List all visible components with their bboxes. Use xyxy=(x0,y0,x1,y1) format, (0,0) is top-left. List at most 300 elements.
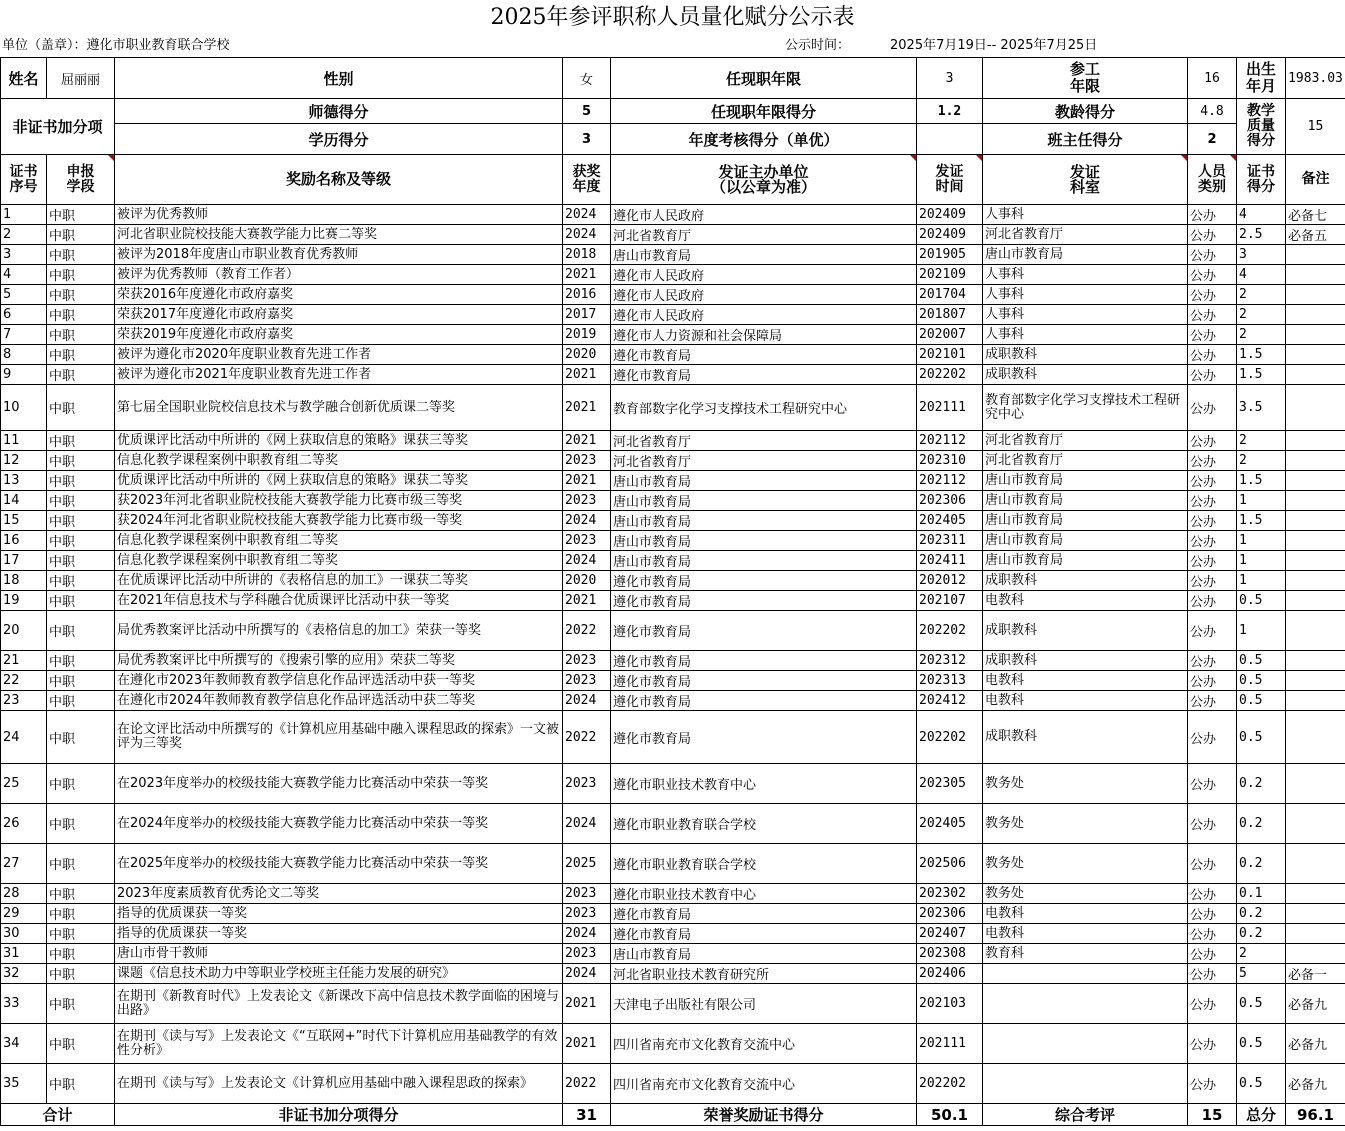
cell-type: 公办 xyxy=(1188,471,1237,491)
cell-stage: 中职 xyxy=(47,471,115,491)
cell-stage: 中职 xyxy=(47,844,115,884)
cell-year: 2021 xyxy=(563,365,611,385)
table-row xyxy=(1,285,1345,305)
cell-issuer: 唐山市教育局 xyxy=(611,944,917,964)
cell-office: 成职教科 xyxy=(983,651,1188,671)
cell-stage: 中职 xyxy=(47,884,115,904)
cell-office: 唐山市教育局 xyxy=(983,551,1188,571)
cell-score: 2 xyxy=(1237,325,1286,345)
cell-seq: 14 xyxy=(1,491,47,511)
non-cert-total-label: 非证书加分项得分 xyxy=(115,1104,563,1126)
cell-issuer: 遵化市教育局 xyxy=(611,671,917,691)
column-header-remark: 备注 xyxy=(1286,155,1345,205)
table-row xyxy=(1,611,1345,651)
cell-stage: 中职 xyxy=(47,591,115,611)
honor-total-label: 荣誉奖励证书得分 xyxy=(611,1104,917,1126)
gender-value: 女 xyxy=(563,58,611,99)
unit-value: 遵化市职业教育联合学校 xyxy=(86,38,230,53)
cell-issuer: 唐山市教育局 xyxy=(611,245,917,265)
table-row xyxy=(1,691,1345,711)
cell-award: 获2023年河北省职业院校技能大赛教学能力比赛市级三等奖 xyxy=(115,491,563,511)
cell-award: 在遵化市2023年教师教育教学信息化作品评选活动中获一等奖 xyxy=(115,671,563,691)
cell-office: 教务处 xyxy=(983,884,1188,904)
cell-year: 2021 xyxy=(563,591,611,611)
cell-year: 2023 xyxy=(563,884,611,904)
cell-issuer: 唐山市教育局 xyxy=(611,511,917,531)
table-row xyxy=(1,325,1345,345)
cell-seq: 13 xyxy=(1,471,47,491)
cell-seq: 28 xyxy=(1,884,47,904)
cell-award: 指导的优质课获一等奖 xyxy=(115,924,563,944)
cell-type: 公办 xyxy=(1188,904,1237,924)
extra-row-1 xyxy=(1,99,1345,124)
table-row xyxy=(1,764,1345,804)
cell-issuer: 唐山市教育局 xyxy=(611,531,917,551)
cell-type: 公办 xyxy=(1188,1024,1237,1064)
cell-stage: 中职 xyxy=(47,491,115,511)
cell-award: 被评为2018年度唐山市职业教育优秀教师 xyxy=(115,245,563,265)
cell-award: 在2024年度举办的校级技能大赛教学能力比赛活动中荣获一等奖 xyxy=(115,804,563,844)
ethics-label: 师德得分 xyxy=(115,99,563,124)
head-label: 班主任得分 xyxy=(983,124,1188,155)
cell-stage: 中职 xyxy=(47,511,115,531)
cell-award: 获2024年河北省职业院校技能大赛教学能力比赛市级一等奖 xyxy=(115,511,563,531)
cell-stage: 中职 xyxy=(47,944,115,964)
table-row xyxy=(1,984,1345,1024)
non-cert-total-value: 31 xyxy=(563,1104,611,1126)
cell-seq: 9 xyxy=(1,365,47,385)
cell-type: 公办 xyxy=(1188,764,1237,804)
cell-year: 2019 xyxy=(563,325,611,345)
cell-award: 在2023年度举办的校级技能大赛教学能力比赛活动中荣获一等奖 xyxy=(115,764,563,804)
cell-office: 电教科 xyxy=(983,671,1188,691)
cell-stage: 中职 xyxy=(47,225,115,245)
cell-award: 信息化教学课程案例中职教育组二等奖 xyxy=(115,531,563,551)
comment-marker-icon xyxy=(108,155,114,161)
cell-stage: 中职 xyxy=(47,305,115,325)
honor-total-value: 50.1 xyxy=(917,1104,983,1126)
table-row xyxy=(1,511,1345,531)
cell-seq: 23 xyxy=(1,691,47,711)
cell-seq: 32 xyxy=(1,964,47,984)
cell-score: 0.5 xyxy=(1237,591,1286,611)
cell-date: 202202 xyxy=(917,611,983,651)
cell-stage: 中职 xyxy=(47,924,115,944)
cell-score: 2 xyxy=(1237,285,1286,305)
cell-remark xyxy=(1286,671,1345,691)
cell-date: 202007 xyxy=(917,325,983,345)
tenure-score-label: 任现职年限得分 xyxy=(611,99,917,124)
cell-stage: 中职 xyxy=(47,611,115,651)
column-header-seq: 证书 序号 xyxy=(1,155,47,205)
cell-type: 公办 xyxy=(1188,431,1237,451)
cell-office: 唐山市教育局 xyxy=(983,491,1188,511)
cell-year: 2024 xyxy=(563,804,611,844)
cell-award: 荣获2016年度遵化市政府嘉奖 xyxy=(115,285,563,305)
seniority-value: 4.8 xyxy=(1188,99,1237,124)
cell-remark xyxy=(1286,764,1345,804)
cell-type: 公办 xyxy=(1188,491,1237,511)
table-row xyxy=(1,471,1345,491)
cell-date: 202407 xyxy=(917,924,983,944)
table-row xyxy=(1,1024,1345,1064)
cell-office: 唐山市教育局 xyxy=(983,531,1188,551)
birth-label: 出生 年月 xyxy=(1237,58,1286,99)
cell-date: 202405 xyxy=(917,804,983,844)
cell-office xyxy=(983,984,1188,1024)
cell-issuer: 遵化市人力资源和社会保障局 xyxy=(611,325,917,345)
cell-type: 公办 xyxy=(1188,1064,1237,1104)
cell-stage: 中职 xyxy=(47,451,115,471)
cell-award: 被评为优秀教师 xyxy=(115,205,563,225)
cell-office: 唐山市教育局 xyxy=(983,511,1188,531)
cell-remark xyxy=(1286,591,1345,611)
cell-remark: 必备五 xyxy=(1286,225,1345,245)
cell-score: 0.1 xyxy=(1237,884,1286,904)
cell-remark xyxy=(1286,431,1345,451)
cell-issuer: 遵化市教育局 xyxy=(611,691,917,711)
cell-date: 202202 xyxy=(917,365,983,385)
cell-remark xyxy=(1286,711,1345,764)
cell-stage: 中职 xyxy=(47,365,115,385)
cell-date: 202313 xyxy=(917,671,983,691)
cell-stage: 中职 xyxy=(47,764,115,804)
cell-issuer: 遵化市职业教育联合学校 xyxy=(611,844,917,884)
cell-office: 河北省教育厅 xyxy=(983,451,1188,471)
cell-date: 202012 xyxy=(917,571,983,591)
cell-issuer: 遵化市教育局 xyxy=(611,571,917,591)
cell-year: 2023 xyxy=(563,531,611,551)
cell-score: 1 xyxy=(1237,531,1286,551)
cell-seq: 24 xyxy=(1,711,47,764)
table-row xyxy=(1,804,1345,844)
cell-remark: 必备九 xyxy=(1286,1024,1345,1064)
period-label: 公示时间： xyxy=(785,38,851,53)
cell-date: 202103 xyxy=(917,984,983,1024)
cell-office: 人事科 xyxy=(983,265,1188,285)
cell-year: 2020 xyxy=(563,571,611,591)
extra-label: 非证书加分项 xyxy=(1,99,115,155)
cell-seq: 18 xyxy=(1,571,47,591)
cell-score: 2 xyxy=(1237,431,1286,451)
cell-seq: 26 xyxy=(1,804,47,844)
cell-score: 0.2 xyxy=(1237,844,1286,884)
edu-label: 学历得分 xyxy=(115,124,563,155)
cell-office: 河北省教育厅 xyxy=(983,225,1188,245)
cell-remark: 必备九 xyxy=(1286,1064,1345,1104)
cell-score: 1 xyxy=(1237,551,1286,571)
cell-office xyxy=(983,1024,1188,1064)
cell-year: 2024 xyxy=(563,225,611,245)
cell-date: 202305 xyxy=(917,764,983,804)
cell-issuer: 遵化市教育局 xyxy=(611,591,917,611)
cell-year: 2021 xyxy=(563,471,611,491)
cell-year: 2016 xyxy=(563,285,611,305)
cell-score: 2 xyxy=(1237,305,1286,325)
tenure-label: 任现职年限 xyxy=(611,58,917,99)
extra-row-2 xyxy=(1,124,1345,155)
cell-year: 2023 xyxy=(563,451,611,471)
cell-award: 在期刊《新教育时代》上发表论文《新课改下高中信息技术教学面临的困境与出路》 xyxy=(115,984,563,1024)
cell-remark xyxy=(1286,944,1345,964)
cell-type: 公办 xyxy=(1188,345,1237,365)
totals-row xyxy=(1,1104,1345,1126)
cell-score: 0.5 xyxy=(1237,984,1286,1024)
cell-office: 教育科 xyxy=(983,944,1188,964)
birth-value: 1983.03 xyxy=(1286,58,1345,99)
cell-type: 公办 xyxy=(1188,691,1237,711)
table-row xyxy=(1,671,1345,691)
cell-office: 教育部数字化学习支撑技术工程研究中心 xyxy=(983,385,1188,431)
cell-award: 在论文评比活动中所撰写的《计算机应用基础中融入课程思政的探索》一文被评为三等奖 xyxy=(115,711,563,764)
cell-seq: 8 xyxy=(1,345,47,365)
cell-issuer: 天津电子出版社有限公司 xyxy=(611,984,917,1024)
cell-award: 信息化教学课程案例中职教育组二等奖 xyxy=(115,551,563,571)
cell-issuer: 遵化市教育局 xyxy=(611,711,917,764)
column-header-issuer: 发证主办单位 （以公章为准） xyxy=(611,155,917,205)
cell-seq: 10 xyxy=(1,385,47,431)
cell-award: 被评为遵化市2020年度职业教育先进工作者 xyxy=(115,345,563,365)
cell-remark: 必备七 xyxy=(1286,205,1345,225)
tenure-score-value: 1.2 xyxy=(917,99,983,124)
cell-date: 202112 xyxy=(917,431,983,451)
cell-year: 2017 xyxy=(563,305,611,325)
head-value: 2 xyxy=(1188,124,1237,155)
table-row xyxy=(1,245,1345,265)
cell-seq: 11 xyxy=(1,431,47,451)
cell-year: 2021 xyxy=(563,385,611,431)
cell-date: 202101 xyxy=(917,345,983,365)
cell-year: 2023 xyxy=(563,764,611,804)
cell-score: 2.5 xyxy=(1237,225,1286,245)
unit-line xyxy=(2,36,230,56)
cell-year: 2024 xyxy=(563,551,611,571)
cell-seq: 22 xyxy=(1,671,47,691)
cell-office: 教务处 xyxy=(983,844,1188,884)
cell-remark xyxy=(1286,245,1345,265)
cell-remark xyxy=(1286,531,1345,551)
cell-office: 成职教科 xyxy=(983,345,1188,365)
quality-value: 15 xyxy=(1286,99,1345,155)
table-row xyxy=(1,964,1345,984)
cell-stage: 中职 xyxy=(47,1064,115,1104)
cell-date: 202405 xyxy=(917,511,983,531)
cell-award: 被评为优秀教师（教育工作者） xyxy=(115,265,563,285)
cell-remark xyxy=(1286,471,1345,491)
cell-office: 人事科 xyxy=(983,305,1188,325)
cell-seq: 35 xyxy=(1,1064,47,1104)
cell-year: 2021 xyxy=(563,984,611,1024)
cell-office: 电教科 xyxy=(983,591,1188,611)
cell-issuer: 河北省职业技术教育研究所 xyxy=(611,964,917,984)
cell-type: 公办 xyxy=(1188,944,1237,964)
cell-remark xyxy=(1286,551,1345,571)
cell-seq: 29 xyxy=(1,904,47,924)
cell-issuer: 四川省南充市文化教育交流中心 xyxy=(611,1024,917,1064)
cell-award: 在2025年度举办的校级技能大赛教学能力比赛活动中荣获一等奖 xyxy=(115,844,563,884)
cell-issuer: 河北省教育厅 xyxy=(611,225,917,245)
column-header-row xyxy=(1,155,1345,205)
cell-issuer: 遵化市职业教育联合学校 xyxy=(611,804,917,844)
cell-stage: 中职 xyxy=(47,285,115,305)
cell-year: 2023 xyxy=(563,904,611,924)
cell-type: 公办 xyxy=(1188,225,1237,245)
cell-award: 荣获2017年度遵化市政府嘉奖 xyxy=(115,305,563,325)
cell-year: 2021 xyxy=(563,265,611,285)
cell-issuer: 遵化市职业技术教育中心 xyxy=(611,884,917,904)
table-row xyxy=(1,225,1345,245)
cell-type: 公办 xyxy=(1188,984,1237,1024)
cell-date: 202308 xyxy=(917,944,983,964)
cell-score: 0.2 xyxy=(1237,764,1286,804)
cell-score: 1.5 xyxy=(1237,345,1286,365)
cell-office: 人事科 xyxy=(983,285,1188,305)
table-row xyxy=(1,345,1345,365)
cell-remark xyxy=(1286,491,1345,511)
tenure-value: 3 xyxy=(917,58,983,99)
table-row xyxy=(1,265,1345,285)
cell-seq: 34 xyxy=(1,1024,47,1064)
annual-value xyxy=(917,124,983,155)
cell-date: 202202 xyxy=(917,1064,983,1104)
cell-type: 公办 xyxy=(1188,245,1237,265)
composite-value: 15 xyxy=(1188,1104,1237,1126)
cell-stage: 中职 xyxy=(47,245,115,265)
cell-date: 202310 xyxy=(917,451,983,471)
info-row xyxy=(1,58,1345,99)
cell-year: 2022 xyxy=(563,1064,611,1104)
gender-label: 性别 xyxy=(115,58,563,99)
cell-stage: 中职 xyxy=(47,571,115,591)
cell-stage: 中职 xyxy=(47,1024,115,1064)
cell-date: 202409 xyxy=(917,205,983,225)
cell-seq: 21 xyxy=(1,651,47,671)
score-table xyxy=(0,57,1345,1126)
cell-remark xyxy=(1286,305,1345,325)
cell-office xyxy=(983,1064,1188,1104)
cell-seq: 4 xyxy=(1,265,47,285)
cell-remark xyxy=(1286,804,1345,844)
cell-issuer: 遵化市教育局 xyxy=(611,365,917,385)
cell-seq: 30 xyxy=(1,924,47,944)
cell-office xyxy=(983,964,1188,984)
cell-seq: 2 xyxy=(1,225,47,245)
table-row xyxy=(1,844,1345,884)
cell-type: 公办 xyxy=(1188,511,1237,531)
cell-year: 2022 xyxy=(563,711,611,764)
cell-stage: 中职 xyxy=(47,551,115,571)
cell-seq: 1 xyxy=(1,205,47,225)
cell-type: 公办 xyxy=(1188,451,1237,471)
name-label: 姓名 xyxy=(1,58,47,99)
cell-score: 4 xyxy=(1237,265,1286,285)
cell-office: 人事科 xyxy=(983,205,1188,225)
cell-award: 优质课评比活动中所讲的《网上获取信息的策略》课获三等奖 xyxy=(115,431,563,451)
cell-type: 公办 xyxy=(1188,964,1237,984)
cell-office: 电教科 xyxy=(983,691,1188,711)
column-header-year: 获奖 年度 xyxy=(563,155,611,205)
cell-award: 在期刊《读与写》上发表论文《计算机应用基础中融入课程思政的探索》 xyxy=(115,1064,563,1104)
cell-issuer: 河北省教育厅 xyxy=(611,451,917,471)
cell-year: 2023 xyxy=(563,671,611,691)
cell-date: 201807 xyxy=(917,305,983,325)
cell-type: 公办 xyxy=(1188,531,1237,551)
cell-award: 局优秀教案评比中所撰写的《搜索引擎的应用》荣获二等奖 xyxy=(115,651,563,671)
table-row xyxy=(1,904,1345,924)
comment-marker-icon xyxy=(1230,155,1236,161)
cell-date: 202412 xyxy=(917,691,983,711)
cell-type: 公办 xyxy=(1188,804,1237,844)
cell-type: 公办 xyxy=(1188,611,1237,651)
cell-score: 2 xyxy=(1237,944,1286,964)
cell-year: 2023 xyxy=(563,651,611,671)
column-header-staff-type: 人员 类别 xyxy=(1188,155,1237,205)
cell-award: 局优秀教案评比活动中所撰写的《表格信息的加工》荣获一等奖 xyxy=(115,611,563,651)
cell-year: 2023 xyxy=(563,491,611,511)
cell-remark xyxy=(1286,651,1345,671)
cell-seq: 7 xyxy=(1,325,47,345)
cell-award: 荣获2019年度遵化市政府嘉奖 xyxy=(115,325,563,345)
comment-marker-icon xyxy=(976,155,982,161)
cell-score: 0.2 xyxy=(1237,904,1286,924)
cell-stage: 中职 xyxy=(47,984,115,1024)
cell-date: 202111 xyxy=(917,1024,983,1064)
cell-office: 人事科 xyxy=(983,325,1188,345)
cell-issuer: 唐山市教育局 xyxy=(611,491,917,511)
cell-type: 公办 xyxy=(1188,205,1237,225)
cell-score: 0.5 xyxy=(1237,711,1286,764)
cell-award: 被评为遵化市2021年度职业教育先进工作者 xyxy=(115,365,563,385)
column-header-score: 证书 得分 xyxy=(1237,155,1286,205)
cell-score: 3 xyxy=(1237,245,1286,265)
cell-stage: 中职 xyxy=(47,904,115,924)
period-value: 2025年7月19日-- 2025年7月25日 xyxy=(890,38,1098,53)
cell-remark xyxy=(1286,325,1345,345)
table-row xyxy=(1,385,1345,431)
cell-issuer: 遵化市教育局 xyxy=(611,924,917,944)
table-row xyxy=(1,551,1345,571)
table-row xyxy=(1,1064,1345,1104)
name-value: 屈丽丽 xyxy=(47,58,115,99)
cell-office: 唐山市教育局 xyxy=(983,471,1188,491)
cell-type: 公办 xyxy=(1188,711,1237,764)
cell-award: 唐山市骨干教师 xyxy=(115,944,563,964)
cell-type: 公办 xyxy=(1188,884,1237,904)
cell-office: 电教科 xyxy=(983,924,1188,944)
cell-issuer: 遵化市职业技术教育中心 xyxy=(611,764,917,804)
cell-office: 教务处 xyxy=(983,764,1188,804)
cell-year: 2024 xyxy=(563,511,611,531)
cell-seq: 16 xyxy=(1,531,47,551)
edu-value: 3 xyxy=(563,124,611,155)
cell-remark xyxy=(1286,265,1345,285)
cell-issuer: 遵化市人民政府 xyxy=(611,265,917,285)
cell-issuer: 河北省教育厅 xyxy=(611,431,917,451)
cell-stage: 中职 xyxy=(47,265,115,285)
cell-office: 成职教科 xyxy=(983,611,1188,651)
cell-remark xyxy=(1286,844,1345,884)
comment-marker-icon xyxy=(1181,155,1187,161)
cell-score: 4 xyxy=(1237,205,1286,225)
cell-score: 0.2 xyxy=(1237,804,1286,844)
work-years-label: 参工 年限 xyxy=(983,58,1188,99)
cell-remark xyxy=(1286,571,1345,591)
cell-stage: 中职 xyxy=(47,964,115,984)
cell-issuer: 遵化市教育局 xyxy=(611,611,917,651)
cell-remark xyxy=(1286,511,1345,531)
cell-date: 202111 xyxy=(917,385,983,431)
cell-score: 1 xyxy=(1237,611,1286,651)
